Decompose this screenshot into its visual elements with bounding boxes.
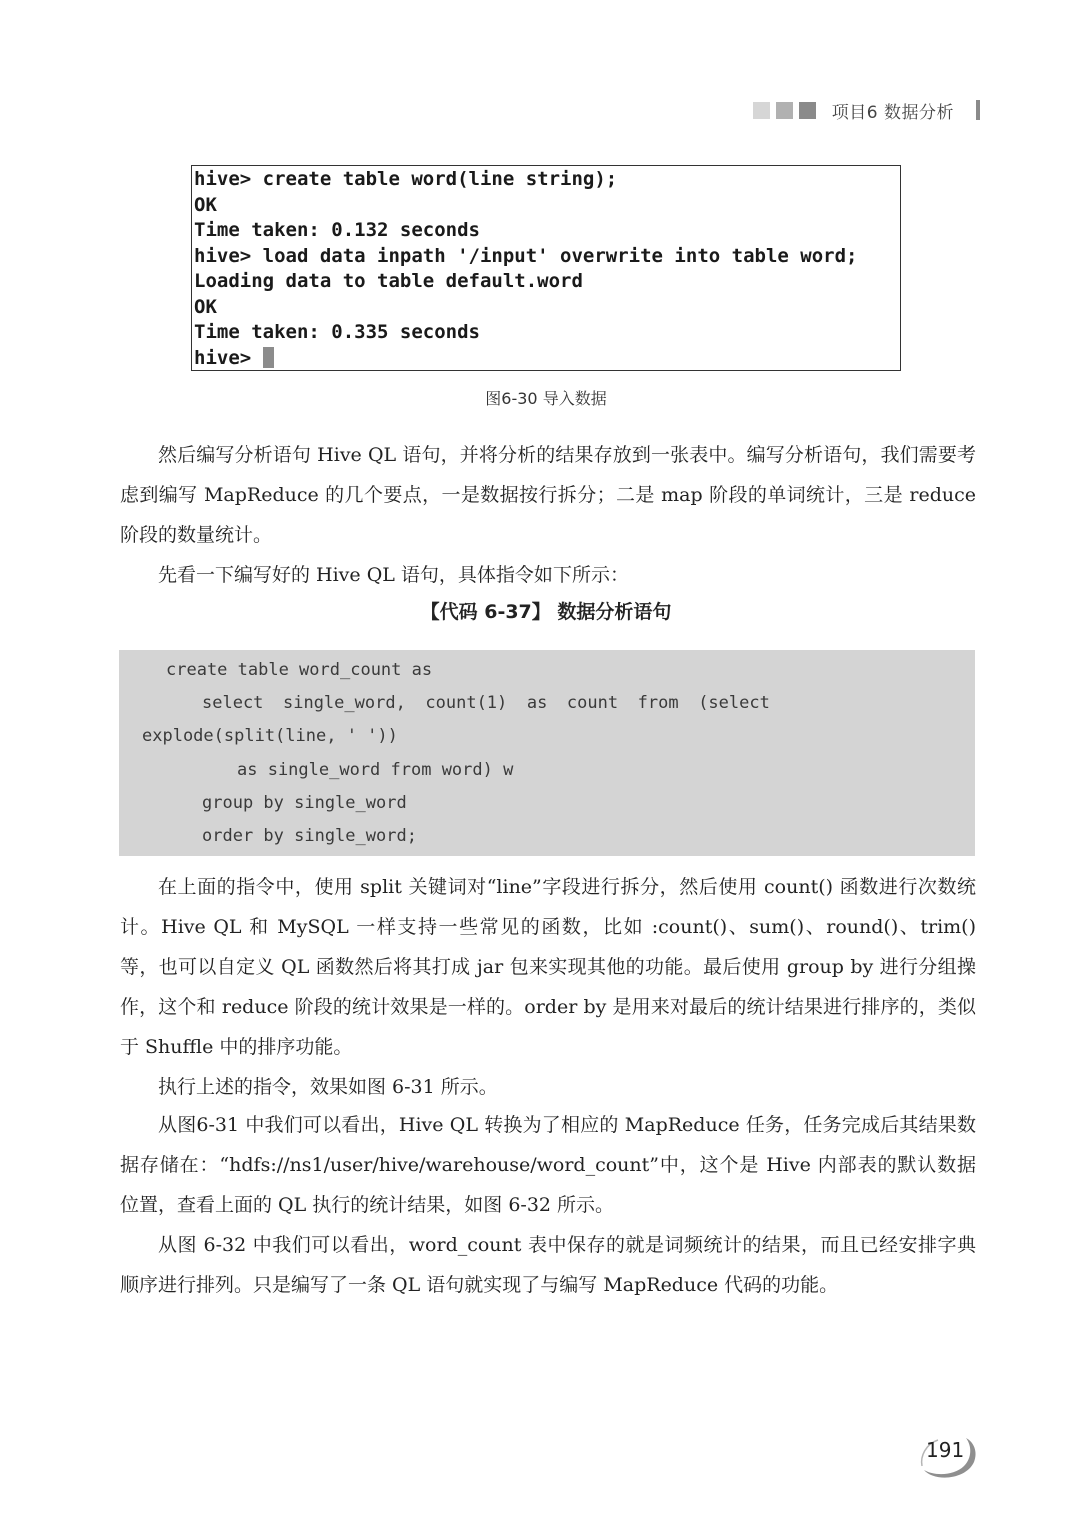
code-line: select single_word, count(1) as count from (select xyxy=(202,693,770,713)
terminal-cursor xyxy=(263,347,274,368)
code-line: as single_word from word) w xyxy=(237,760,514,780)
paragraph-code-intro: 先看一下编写好的 Hive QL 语句，具体指令如下所示： xyxy=(158,564,629,586)
terminal-line: Time taken: 0.335 seconds xyxy=(194,321,480,343)
terminal-line: hive> create table word(line string); xyxy=(194,168,618,190)
paragraph-analysis-intro: 然后编写分析语句 Hive QL 语句，并将分析的结果存放到一张表中。编写分析语句，我们需要考虑到编写 MapReduce 的几个要点，一是数据按行拆分；二是 map 阶段的单词统计，三是 reduce 阶段的数量统计。 xyxy=(120,444,976,546)
code-line: create table word_count as xyxy=(166,660,433,680)
header-bar xyxy=(976,100,980,120)
page-number-badge xyxy=(916,1426,980,1482)
paragraph-explanation: 在上面的指令中，使用 split 关键词对“line”字段进行拆分，然后使用 count() 函数进行次数统计。Hive QL 和 MySQL 一样支持一些常见的函数，比如 :count()、sum()、round()、trim() 等，也可以自定义 QL 函数然后将其打成 jar 包来实现其他的功能。最后使用 group by 进行分组操作，这个和 reduce 阶段的统计效果是一样的。order by 是用来对最后的统计结果进行排序的，类似于 Shuffle 中的排序功能。 xyxy=(120,876,976,1058)
terminal-prompt: hive> xyxy=(194,346,263,369)
terminal-line: OK xyxy=(194,295,217,318)
header-square-dark xyxy=(799,102,816,119)
terminal-line: Loading data to table default.word xyxy=(194,270,583,292)
code-line: order by single_word; xyxy=(202,826,417,846)
terminal-screenshot xyxy=(191,165,901,371)
header-square-light xyxy=(753,102,770,119)
code-title: 【代码 6-37】 数据分析语句 xyxy=(420,601,672,623)
terminal-line: OK xyxy=(194,193,217,216)
paragraph-result-location: 从图6-31 中我们可以看出，Hive QL 转换为了相应的 MapReduce 任务，任务完成后其结果数据存储在：“hdfs://ns1/user/hive/warehouse/word_count”中，这个是 Hive 内部表的默认数据位置，查看上面的 QL 执行的统计结果，如图 6-32 所示。 xyxy=(120,1114,976,1216)
paragraph-execute: 执行上述的指令，效果如图 6-31 所示。 xyxy=(158,1076,498,1098)
terminal-prompt-line xyxy=(194,346,900,372)
running-header xyxy=(753,96,980,124)
chapter-title: 项目6 数据分析 xyxy=(831,102,954,123)
code-line: explode(split(line, ' ')) xyxy=(142,726,398,746)
header-square-mid xyxy=(776,102,793,119)
code-line: group by single_word xyxy=(202,793,407,813)
page-number: 191 xyxy=(926,1438,965,1462)
terminal-line: hive> load data inpath '/input' overwrite into table word; xyxy=(194,244,858,267)
terminal-line: Time taken: 0.132 seconds xyxy=(194,219,480,241)
code-block xyxy=(119,650,975,856)
figure-caption: 图6-30 导入数据 xyxy=(485,389,607,408)
paragraph-conclusion: 从图 6-32 中我们可以看出，word_count 表中保存的就是词频统计的结果，而且已经安排字典顺序进行排列。只是编写了一条 QL 语句就实现了与编写 MapReduce 代码的功能。 xyxy=(120,1234,976,1296)
